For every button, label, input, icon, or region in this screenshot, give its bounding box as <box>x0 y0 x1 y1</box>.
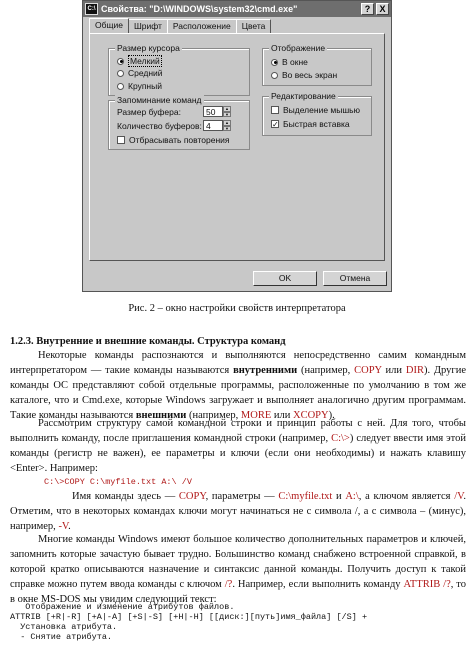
text-run: . Отметим, что в некоторых командах ключи могут начинаться не с символа <box>10 491 466 517</box>
spin-up-icon[interactable]: ▲ <box>223 106 231 112</box>
cmd-attrib-help: ATTRIB /? <box>403 579 451 590</box>
command-history-legend: Запоминание команд <box>117 95 202 105</box>
text-run: (например, <box>297 365 355 376</box>
display-fullscreen-radio[interactable] <box>271 72 278 79</box>
buffer-count-spinner[interactable] <box>203 120 231 131</box>
paragraph-example-explained <box>10 489 466 534</box>
section-heading: 1.2.3. Внутренние и внешние команды. Структура команд <box>10 336 286 347</box>
cursor-small-label: Мелкий <box>130 56 160 66</box>
cursor-medium-label: Средний <box>128 68 163 78</box>
edit-options-legend: Редактирование <box>271 91 336 101</box>
spin-down-icon[interactable]: ▼ <box>223 112 231 118</box>
properties-dialog <box>82 0 392 292</box>
cursor-small-option[interactable] <box>117 55 162 67</box>
help-output-line-4: - Снятие атрибута. <box>10 632 113 642</box>
cancel-button[interactable]: Отмена <box>323 271 387 286</box>
discard-duplicates-label: Отбрасывать повторения <box>129 135 230 145</box>
paragraph-help <box>10 532 466 607</box>
cmd-copy: COPY <box>178 491 206 502</box>
tab-font[interactable]: Шрифт <box>128 19 168 34</box>
switch-minus-v: -V <box>58 521 69 532</box>
prompt-example: C:\> <box>331 433 350 444</box>
close-button[interactable]: X <box>376 3 389 15</box>
spin-up-icon[interactable]: ▲ <box>223 120 231 126</box>
discard-duplicates-option[interactable] <box>117 135 230 145</box>
term-external: внешними <box>135 410 187 421</box>
quickedit-label: Выделение мышью <box>283 105 360 115</box>
cursor-medium-radio[interactable] <box>117 70 124 77</box>
text-run: (например, <box>186 410 241 421</box>
help-output-line-2: ATTRIB [+R|-R] [+A|-A] [+S|-S] [+H|-H] [[диск:][путь]имя_файла] [/S] + <box>10 612 368 622</box>
insert-mode-option[interactable] <box>271 119 350 129</box>
display-window-label: В окне <box>282 57 308 67</box>
text-run: Имя команды здесь — <box>72 491 179 502</box>
display-fullscreen-option[interactable] <box>271 70 337 80</box>
buffer-size-arrows[interactable] <box>223 106 231 117</box>
buffer-size-row <box>117 107 181 117</box>
help-switch: /? <box>224 579 233 590</box>
buffer-count-arrows[interactable] <box>223 120 231 131</box>
text-run: ). Другие команды ОС представляют собой отдельные программы, расположенные по умолчанию в том же каталоге, что и Cmd.exe, которые Windows загружает и выполняет аналогично другим программам. Такие команды называются <box>10 365 466 421</box>
buffer-size-spinner[interactable] <box>203 106 231 117</box>
cursor-size-group <box>108 43 250 96</box>
switch-v: /V <box>454 491 464 502</box>
help-output-line-3: Установка атрибута. <box>10 622 118 632</box>
buffer-size-input[interactable]: 50 <box>203 106 223 117</box>
ok-button[interactable]: OK <box>253 271 317 286</box>
buffer-count-input[interactable]: 4 <box>203 120 223 131</box>
text-run: , то в окне MS-DOS мы увидим следующий текст: <box>10 579 467 605</box>
cursor-size-legend: Размер курсора <box>117 43 180 53</box>
slash-symbol: / <box>354 506 358 517</box>
text-run: Многие команды Windows имеют большое количество дополнительных параметров и ключей, запомнить которые зачастую бывает трудно. Большинство команд снабжено встроенной справкой, в которой кратко описываются назначение и синтаксис данной команды. Получить доступ к такой справке можно путем ввода команды с ключом <box>10 534 466 590</box>
tab-layout[interactable]: Расположение <box>167 19 237 34</box>
help-output-line-1: Отображение и изменение атрибутов файлов. <box>10 602 235 612</box>
code-example: C:\>COPY C:\myfile.txt A:\ /V <box>44 477 192 487</box>
quickedit-option[interactable] <box>271 105 360 115</box>
general-tab-panel <box>89 33 385 261</box>
cursor-large-label: Крупный <box>128 81 162 91</box>
display-group <box>262 43 372 86</box>
buffer-size-label: Размер буфера: <box>117 107 181 117</box>
cursor-large-radio[interactable] <box>117 83 124 90</box>
cursor-large-option[interactable] <box>117 81 162 91</box>
paragraph-commands <box>10 348 466 423</box>
text-run: или <box>271 410 293 421</box>
text-run: ). <box>328 410 335 421</box>
text-run: . Например, если выполнить команду <box>232 579 404 590</box>
display-legend: Отображение <box>271 43 326 53</box>
insert-mode-checkbox[interactable]: ✓ <box>272 120 279 129</box>
param-file: C:\myfile.txt <box>278 491 333 502</box>
dialog-titlebar[interactable] <box>83 1 391 17</box>
tab-strip <box>89 19 270 34</box>
text-run: , а ключом является <box>358 491 455 502</box>
cmd-dir: DIR <box>405 365 424 376</box>
cmd-app-icon: C:\ <box>85 3 98 15</box>
text-run: ) следует ввести имя этой команды (регистр не важен), ее параметры и ключи (если они необходимы) и нажать клавишу <Enter>. Например: <box>10 433 467 474</box>
edit-options-group <box>262 91 372 136</box>
display-fullscreen-label: Во весь экран <box>282 70 338 80</box>
spin-down-icon[interactable]: ▼ <box>223 126 231 132</box>
buffer-count-label: Количество буферов: <box>117 121 202 131</box>
cmd-xcopy: XCOPY <box>293 410 329 421</box>
text-run: и <box>332 491 346 502</box>
display-window-radio[interactable] <box>271 59 278 66</box>
tab-general[interactable]: Общие <box>89 18 129 33</box>
help-button[interactable]: ? <box>361 3 374 15</box>
cursor-small-radio[interactable] <box>117 58 124 65</box>
text-run: Некоторые команды распознаются и выполняются непосредственно самим командным интерпретатором — такие команды называются <box>10 350 466 376</box>
text-run: или <box>381 365 406 376</box>
text-run: Рассмотрим структуру самой командной строки и принцип работы с ней. Для того, чтобы выполнить команду, после приглашения командной строки (например, <box>10 418 466 444</box>
insert-mode-label: Быстрая вставка <box>283 119 350 129</box>
cmd-copy: COPY <box>354 365 382 376</box>
text-run: . <box>68 521 71 532</box>
tab-colors[interactable]: Цвета <box>236 19 272 34</box>
buffer-count-row <box>117 121 202 131</box>
param-drive: A:\ <box>345 491 359 502</box>
paragraph-structure <box>10 416 466 476</box>
text-run: , параметры — <box>205 491 279 502</box>
term-internal: внутренними <box>233 365 298 376</box>
display-window-option[interactable] <box>271 57 308 67</box>
dialog-title: Свойства: "D:\WINDOWS\system32\cmd.exe" <box>101 4 298 14</box>
cmd-more: MORE <box>240 410 272 421</box>
figure-caption: Рис. 2 – окно настройки свойств интерпретатора <box>128 303 346 314</box>
cursor-medium-option[interactable] <box>117 68 163 78</box>
discard-duplicates-checkbox[interactable] <box>117 136 125 144</box>
text-run: , а с символа – (минус), например, <box>10 506 467 532</box>
command-history-group <box>108 95 250 150</box>
quickedit-checkbox[interactable] <box>271 106 279 114</box>
